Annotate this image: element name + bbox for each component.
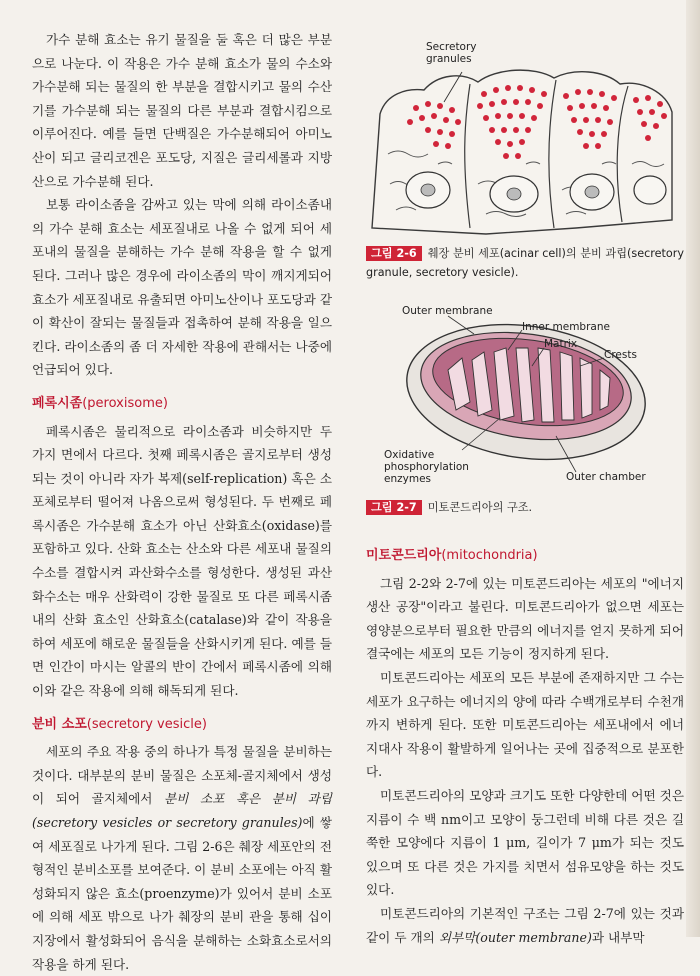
- label-enzymes: enzymes: [384, 473, 431, 485]
- label-inner-membrane: Inner membrane: [522, 321, 610, 333]
- figure-2-7-caption: [366, 498, 684, 517]
- mito-p4-a: 미토콘드리아의 기본적인 구조는 그림 2-7에 있는 것과 같이 두 개의: [366, 905, 684, 945]
- mitochondria-paragraph-1: 그림 2-2와 2-7에 있는 미토콘드리아는 세포의 "에너지 생산 공장"이라고 불린다. 미토콘드리아가 없으면 세포는 영양분으로부터 필요한 만큼의 에너지를 얻지 못하게 되어 결국에는 세포의 모든 기능이 정지하게 된다.: [366, 575, 684, 662]
- lysosome-paragraph-2: 보통 라이소좀을 감싸고 있는 막에 의해 라이소좀내의 가수 분해 효소는 세포질내로 나올 수 없게 되어 세포내의 물질을 분해하는 가수 분해 작용을 할 수 없게 된다. 그러나 많은 경우에 라이소좀의 막이 깨지게되어 효소가 세포질내로 유출되면 아미노산이나 포도당과 같이 확산이 잘되는 물질들과 접촉하여 분해 작용을 일으킨다. 라이소좀의 좀 더 자세한 작용에 관해서는 나중에 언급되어 있다.: [32, 197, 332, 378]
- mitochondria-paragraph-4: [366, 902, 684, 949]
- figure-2-6-caption-text: 췌장 분비 세포(acinar cell)의 분비 과립(secretory granule, secretory vesicle).: [366, 247, 684, 279]
- figure-2-7-label: 그림 2-7: [366, 500, 422, 515]
- label-oxidative: Oxidative: [384, 449, 435, 461]
- secretory-text-em: 분비 소포 혹은 분비 과립(secretory vesicles or secretory granules): [32, 791, 332, 830]
- secretory-vesicle-heading: [32, 713, 332, 737]
- mito-p4-b: 과 내부막: [591, 929, 645, 945]
- left-column: [32, 28, 332, 976]
- page-edge: [686, 0, 700, 937]
- peroxisome-heading: [32, 392, 332, 416]
- peroxisome-heading-ko: 페록시좀: [32, 395, 83, 411]
- acinar-cells-illustration: [372, 70, 672, 234]
- mitochondria-heading-ko: 미토콘드리아: [366, 548, 442, 563]
- mitochondria-paragraph-2: 미토콘드리아는 세포의 모든 부분에 존재하지만 그 수는 세포가 요구하는 에너지의 양에 따라 수백개로부터 수천개까지 변하게 된다. 또한 미토콘드리아는 세포내에서 에너지대사 작용이 활발하게 일어나는 곳에 집중적으로 분포한다.: [366, 669, 684, 780]
- mitochondria-paragraph-3: 미토콘드리아의 모양과 크기도 또한 다양한데 어떤 것은 지름이 수 백 nm이고 모양이 둥그런데 비해 다른 것은 길쭉한 모양에다 지름이 1 μm, 길이가 7 μm가 되는 것도 있으며 또 다른 것은 가지를 치면서 섬유모양을 하는 것도 있다.: [366, 787, 684, 898]
- figure-2-6-caption: [366, 244, 684, 282]
- label-phosphorylation: phosphorylation: [384, 461, 469, 473]
- figure-2-7-caption-text: 미토콘드리아의 구조.: [427, 501, 533, 514]
- acinar-cell-figure: [366, 14, 684, 254]
- mitochondria-heading: [366, 544, 684, 568]
- mitochondria-heading-en: (mitochondria): [441, 548, 538, 563]
- secretory-heading-ko: 분비 소포: [32, 716, 87, 732]
- label-crests: Crests: [604, 349, 637, 361]
- lysosome-paragraph-1: 가수 분해 효소는 유기 물질을 둘 혹은 더 많은 부분으로 나눈다. 이 작용은 가수 분해 효소가 물의 수소와 가수분해 되는 물질의 한 부분을 결합시키고 물의 수산기를 가수분해 되는 물질의 다른 부분과 결합시킴으로 이루어진다. 예를 들면 단백질은 가수분해되어 아미노산이 되고 글리코겐은 포도당, 지질은 글리세롤과 지방산으로 가수분해 된다.: [32, 32, 332, 189]
- secretory-text-a: 세포의 주요 작용 중의 하나가 특정 물질을 분비하는 것이다. 대부분의 분비 물질은 소포체-골지체에서 생성이 되어 골지체에서: [32, 744, 332, 807]
- figure-2-6-label: 그림 2-6: [366, 246, 422, 261]
- mitochondria-section: [366, 544, 684, 949]
- mitochondrion-illustration: [398, 310, 654, 474]
- peroxisome-paragraph: 페록시좀은 물리적으로 라이소좀과 비슷하지만 두 가지 면에서 다르다. 첫째 페록시좀은 골지로부터 생성되는 것이 아니라 자가 복제(self-replication) 혹은 소포체로부터 떨어져 나옴으로써 형성된다. 두 번째로 페록시좀은 가수분해 효소가 아닌 산화효소(oxidase)를 포함하고 있다. 산화 효소는 산소와 다른 세포내 물질의 수소를 결합시켜 과산화수소를 형성한다. 생성된 과산화수소는 매우 산화력이 강한 물질로 또 다른 페록시좀 내의 산화 효소인 산화효소(catalase)와 같이 작용을 하여 세포에 해로운 물질들을 산화시키게 된다. 예를 들면 인간이 마시는 알콜의 반이 간에서 페록시좀에 의해 이와 같은 작용에 의해 해독되게 된다.: [32, 423, 332, 699]
- secretory-heading-en: (secretory vesicle): [86, 716, 207, 732]
- mitochondria-figure: [366, 300, 684, 500]
- label-matrix: Matrix: [544, 338, 578, 350]
- mito-p4-em: 외부막(outer membrane): [438, 929, 592, 945]
- peroxisome-heading-en: (peroxisome): [82, 395, 168, 411]
- label-outer-membrane: Outer membrane: [402, 305, 493, 317]
- secretory-paragraph: [32, 740, 332, 976]
- figure-label-secretory: Secretory: [426, 41, 477, 53]
- label-outer-chamber: Outer chamber: [566, 471, 646, 483]
- secretory-text-b: 에 쌓여 세포질로 나가게 된다. 그림 2-6은 췌장 세포안의 전형적인 분비소포를 보여준다. 이 분비 소포에는 아직 활성화되지 않은 효소(proenzyme)가 있어서 분비 소포에 의해 세포 밖으로 나가 췌장의 분비 관을 통해 십이지장에서 활성화되어 음식을 분해하는 소화효소로서의 작용을 하게 된다.: [32, 815, 332, 972]
- figure-label-granules: granules: [426, 53, 472, 65]
